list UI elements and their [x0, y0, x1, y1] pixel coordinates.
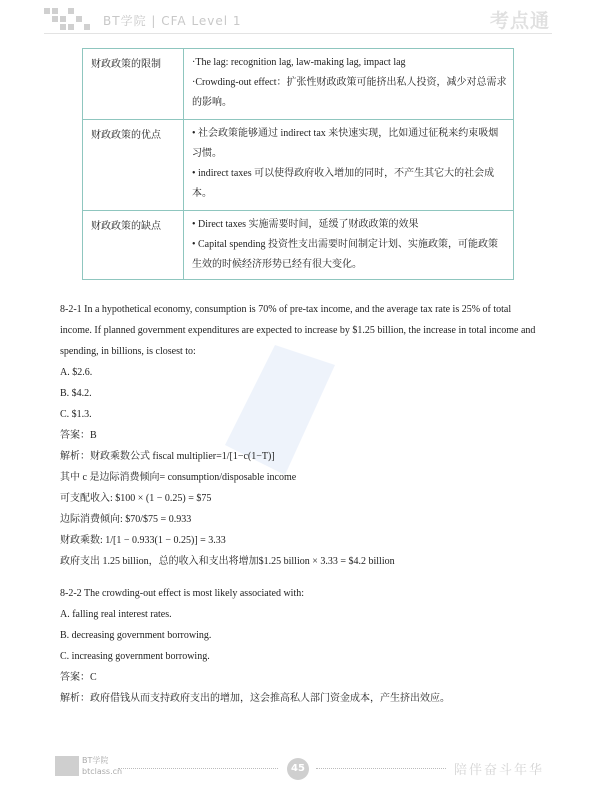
question-8-2-1: [60, 299, 542, 572]
header-divider: [44, 33, 552, 34]
row-line: • Capital spending 投资性支出需要时间制定计划、实施政策，可能政策生效的时候经济形势已经有很大变化。: [192, 239, 498, 270]
footer-site: btclass.cn: [82, 767, 123, 776]
logo-squares-icon: [44, 8, 96, 30]
explanation-line: 解析：财政乘数公式 fiscal multiplier=1/[1−c(1−T)]: [60, 451, 275, 462]
explanation-line: 边际消费倾向: $70/$75 = 0.933: [60, 514, 192, 525]
row-label: 财政政策的缺点: [83, 211, 184, 280]
table-row: [83, 211, 514, 280]
page-header: [0, 0, 596, 40]
question-stem: 8-2-2 The crowding-out effect is most likely associated with:: [60, 588, 305, 599]
header-brand: 考点通: [489, 10, 550, 32]
table-row: [83, 49, 514, 120]
explanation-line: 其中 c 是边际消费倾向= consumption/disposable income: [60, 472, 297, 483]
option-c: C. increasing government borrowing.: [60, 651, 210, 662]
header-title: BT学院 | CFA Level 1: [103, 14, 242, 28]
footer-divider-left: [118, 768, 278, 769]
footer-slogan: 陪伴奋斗年华: [454, 763, 545, 778]
row-line: ·The lag: recognition lag, law-making lag, impact lag: [192, 57, 406, 68]
explanation-line: 财政乘数: 1/[1 − 0.933(1 − 0.25)] = 3.33: [60, 535, 226, 546]
row-line: • Direct taxes 实施需要时间，延缓了财政政策的效果: [192, 219, 419, 230]
option-b: B. decreasing government borrowing.: [60, 630, 212, 641]
table-row: [83, 120, 514, 211]
option-a: A. $2.6.: [60, 367, 93, 378]
question-8-2-2: [60, 583, 542, 709]
footer-brand: [82, 755, 122, 777]
answer: 答案：C: [60, 672, 97, 683]
option-b: B. $4.2.: [60, 388, 92, 399]
question-stem: 8-2-1 In a hypothetical economy, consumption is 70% of pre-tax income, and the average tax rate is 25% of total income. If planned government expenditures are expected to increase by $1.25 billion, the increase in total income and spending, in billions, is closest to:: [60, 304, 536, 357]
page-number: 45: [287, 758, 309, 780]
row-label: 财政政策的优点: [83, 120, 184, 211]
row-content: [184, 49, 514, 120]
footer-logo-icon: [55, 756, 79, 776]
row-line: • indirect taxes 可以使得政府收入增加的同时，不产生其它大的社会成本。: [192, 168, 495, 199]
option-a: A. falling real interest rates.: [60, 609, 172, 620]
row-content: [184, 211, 514, 280]
footer-divider-right: [316, 768, 446, 769]
footer-brand-name: BT学院: [82, 756, 109, 765]
row-line: ·Crowding-out effect：扩张性财政政策可能挤出私人投资，减少对总需求的影响。: [192, 77, 507, 108]
row-line: • 社会政策能够通过 indirect tax 来快速实现，比如通过征税来约束吸烟习惯。: [192, 128, 499, 159]
explanation-line: 政府支出 1.25 billion，总的收入和支出将增加$1.25 billion × 3.33 = $4.2 billion: [60, 556, 395, 567]
option-c: C. $1.3.: [60, 409, 92, 420]
explanation-line: 解析：政府借钱从而支持政府支出的增加，这会推高私人部门资金成本，产生挤出效应。: [60, 693, 450, 704]
answer: 答案：B: [60, 430, 97, 441]
row-content: [184, 120, 514, 211]
row-label: 财政政策的限制: [83, 49, 184, 120]
explanation-line: 可支配收入: $100 × (1 − 0.25) = $75: [60, 493, 212, 504]
fiscal-policy-table: [82, 48, 514, 280]
